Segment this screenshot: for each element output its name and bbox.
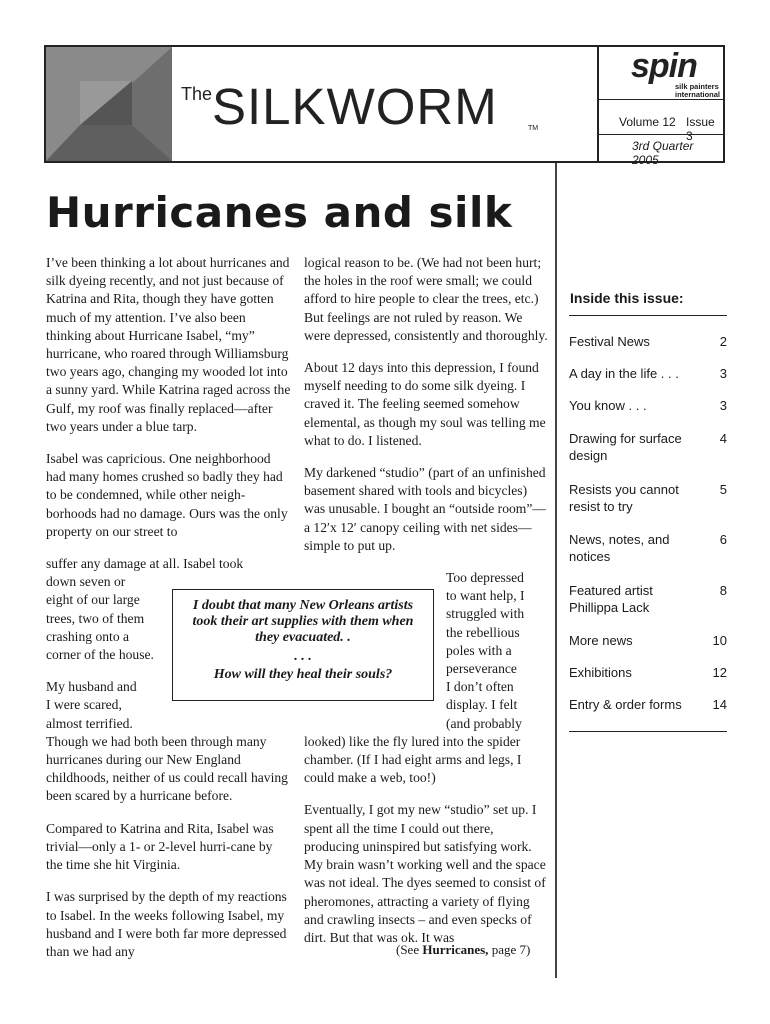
toc-item-page: 4 xyxy=(719,431,727,446)
spin-sub-line2: international xyxy=(675,90,721,99)
pull-quote-question: How will they heal their souls? xyxy=(213,667,393,682)
toc-bottom-rule xyxy=(569,731,727,732)
paragraph-line: eight of our large xyxy=(46,592,140,608)
paragraph-line: suffer any damage at all. Isabel took xyxy=(46,556,244,572)
continuation-prefix: (See xyxy=(396,942,423,957)
toc-item[interactable] xyxy=(569,531,727,565)
toc-item-page: 14 xyxy=(712,697,727,712)
volume-issue-row xyxy=(599,99,723,143)
paragraph-line: corner of the house. xyxy=(46,647,154,663)
toc-item-label: Exhibitions xyxy=(569,665,632,680)
paragraph-line: (and probably xyxy=(446,715,522,731)
paragraph-line: crashing onto a xyxy=(46,628,130,644)
toc-item[interactable] xyxy=(569,632,727,649)
toc-item-label: Festival News xyxy=(569,334,650,349)
toc-item[interactable] xyxy=(569,397,727,414)
paragraph: Eventually, I got my new “studio” set up. I spent all the time I could out there, producing uninspired but satisfying work. My brain wasn’t working well and the space was not ideal. The dyes seemed to consist of pheromones, attracting a variety of flying and crawling insects – and even specks of dirt. But that was ok. It was xyxy=(304,802,546,945)
toc-item-page: 3 xyxy=(719,366,727,381)
paragraph-line: the rebellious xyxy=(446,624,520,640)
toc-item[interactable] xyxy=(569,333,727,350)
title-prefix: The xyxy=(181,84,213,104)
paragraph: I’ve been thinking a lot about hurricanes and silk dyeing recently, and not just because of Katrina and Rita, though they have gotten much of my attention. I’ve also been thinking about Hurricane Isabel, “my” hurricane, who roared through Williamsburg two years ago, changing my wooded lot into a sunny yard. While Katrina raged across the Gulf, my roof was finally replaced—after two years under a blue tarp. xyxy=(46,255,291,434)
toc-item[interactable] xyxy=(569,430,727,464)
column-divider xyxy=(555,163,557,978)
toc-item-page: 2 xyxy=(719,334,727,349)
toc-item[interactable] xyxy=(569,664,727,681)
trademark-mark: TM xyxy=(528,125,539,132)
paragraph-line: down seven or xyxy=(46,574,126,590)
spin-logo: spin xyxy=(631,47,697,85)
toc-item-page: 8 xyxy=(719,583,727,598)
toc-item-label: Featured artist Phillippa Lack xyxy=(569,583,653,615)
paragraph: logical reason to be. (We had not been hurt; the holes in the roof were small; we could afford to hire people to clear the trees, etc.) But feelings are not ruled by reason. We were depressed, consistently and thoroughly. xyxy=(304,255,548,343)
article-headline: Hurricanes and silk xyxy=(46,188,513,237)
toc-item-label: You know . . . xyxy=(569,398,647,413)
spin-sub-line1: silk painters xyxy=(675,82,719,91)
issue-label: Issue 3 xyxy=(686,115,715,143)
toc-item-label: Resists you cannot resist to try xyxy=(569,482,679,514)
continuation-article: Hurricanes, xyxy=(422,942,489,957)
pull-quote xyxy=(172,589,434,701)
continuation-note xyxy=(396,942,530,958)
table-of-contents xyxy=(569,315,727,712)
paragraph-line: Too depressed xyxy=(446,570,524,586)
paragraph-line: struggled with xyxy=(446,606,525,622)
pull-quote-ellipsis: . . . xyxy=(294,649,312,664)
paragraph-line: display. I felt xyxy=(446,697,518,713)
paragraph: My darkened “studio” (part of an unfinished basement shared with tools and bicycles) was unusable. I bought an “outside room”—a 12′x 12′ canopy ceiling with net sides—simple to put up. xyxy=(304,465,546,553)
paragraph-line: poles with a xyxy=(446,642,512,658)
paragraph: Though we had both been through many hurricanes during our New England childhoods, neither of us could recall having been scared by a hurricane before. xyxy=(46,733,288,804)
issue-panel xyxy=(599,47,723,167)
spin-logo-subtitle xyxy=(675,83,720,99)
toc-item-page: 12 xyxy=(712,665,727,680)
title-text: SILKWORM xyxy=(212,78,498,135)
toc-item-label: Drawing for surface design xyxy=(569,431,682,463)
pull-quote-text: I doubt that many New Orleans artists took their art supplies with them when they evacuated. . xyxy=(192,598,414,645)
toc-item-page: 3 xyxy=(719,398,727,413)
toc-item[interactable] xyxy=(569,582,727,616)
paragraph-line: perseverance xyxy=(446,661,517,677)
paragraph: Compared to Katrina and Rita, Isabel was trivial—only a 1- or 2-level hurri-cane by the time she hit Virginia. xyxy=(46,820,274,873)
paragraph-line: I were scared, xyxy=(46,697,122,713)
paragraph: Isabel was capricious. One neighborhood had many homes crushed so badly they had to be condemned, while other neigh-borhoods had no damage. Ours was the only property on our street to xyxy=(46,451,288,539)
inside-issue-title: Inside this issue: xyxy=(570,290,684,306)
toc-item[interactable] xyxy=(569,481,727,515)
paragraph-line: to want help, I xyxy=(446,588,525,604)
silkworm-logo-graphic xyxy=(46,47,172,161)
toc-item-page: 5 xyxy=(719,482,727,497)
toc-item-page: 10 xyxy=(712,633,727,648)
paragraph: About 12 days into this depression, I found myself needing to do some silk dyeing. I craved it. The feeling seemed somehow elemental, as though my soul was telling me what to do. I listened. xyxy=(304,360,546,448)
toc-item-label: More news xyxy=(569,633,633,648)
newsletter-title xyxy=(172,47,599,161)
paragraph-line: trees, two of them xyxy=(46,610,145,626)
paragraph: I was surprised by the depth of my reactions to Isabel. In the weeks following Isabel, my husband and I were both far more depressed than we had any xyxy=(46,889,287,959)
volume-label: Volume 12 xyxy=(619,115,676,129)
folded-square-icon xyxy=(46,47,172,161)
toc-item-label: Entry & order forms xyxy=(569,697,682,712)
masthead xyxy=(44,45,725,167)
paragraph-line: I don’t often xyxy=(446,679,514,695)
toc-item[interactable] xyxy=(569,365,727,382)
toc-item-page: 6 xyxy=(719,532,727,547)
quarter-label: 3rd Quarter 2005 xyxy=(632,139,694,167)
toc-item[interactable] xyxy=(569,696,727,713)
paragraph: looked) like the fly lured into the spider chamber. (If I had eight arms and legs, I could make a web, too!) xyxy=(304,733,522,786)
toc-item-label: A day in the life . . . xyxy=(569,366,679,381)
paragraph-line: almost terrified. xyxy=(46,715,133,731)
paragraph-line: My husband and xyxy=(46,679,137,695)
continuation-suffix: page 7) xyxy=(488,942,531,957)
toc-item-label: News, notes, and notices xyxy=(569,532,670,564)
